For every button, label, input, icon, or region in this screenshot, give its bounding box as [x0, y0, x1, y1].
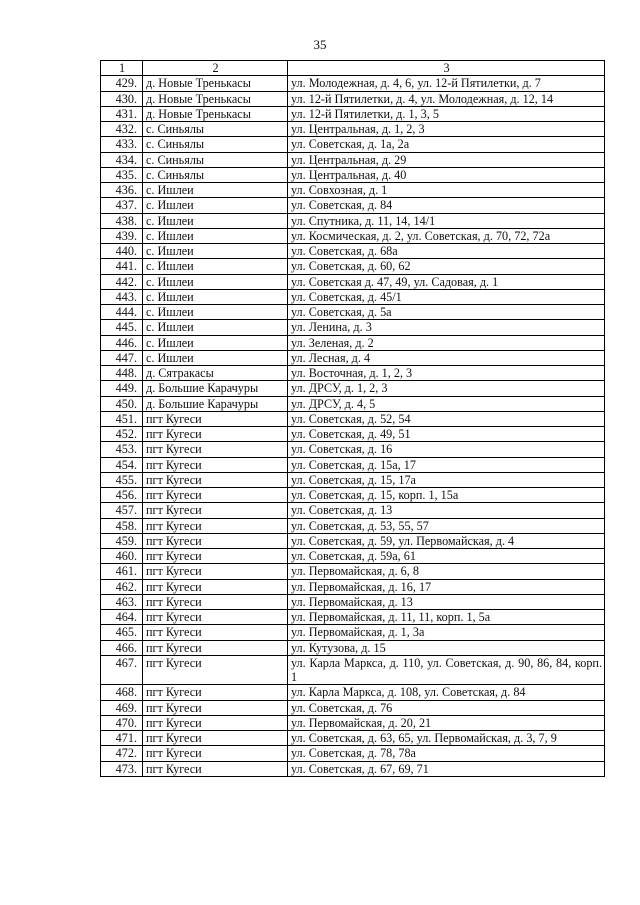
address-cell: ул. Советская, д. 5а	[288, 305, 605, 320]
locality-cell: пгт Кугеси	[143, 625, 288, 640]
address-cell: ул. Советская, д. 15а, 17	[288, 457, 605, 472]
table-row	[101, 518, 605, 533]
locality-cell: пгт Кугеси	[143, 700, 288, 715]
address-cell: ул. Советская, д. 76	[288, 700, 605, 715]
locality-cell: д. Большие Карачуры	[143, 381, 288, 396]
table-row	[101, 167, 605, 182]
row-number: 459.	[101, 533, 143, 548]
table-row	[101, 396, 605, 411]
locality-cell: пгт Кугеси	[143, 761, 288, 776]
locality-cell: пгт Кугеси	[143, 533, 288, 548]
address-cell: ул. Советская, д. 13	[288, 503, 605, 518]
locality-cell: с. Ишлеи	[143, 320, 288, 335]
row-number: 457.	[101, 503, 143, 518]
address-cell: ул. Советская, д. 84	[288, 198, 605, 213]
table-row	[101, 761, 605, 776]
row-number: 454.	[101, 457, 143, 472]
locality-cell: с. Ишлеи	[143, 228, 288, 243]
row-number: 467.	[101, 655, 143, 685]
address-cell: ул. 12-й Пятилетки, д. 1, 3, 5	[288, 106, 605, 121]
address-cell: ул. Молодежная, д. 4, 6, ул. 12-й Пятилетки, д. 7	[288, 76, 605, 91]
address-cell: ул. Советская, д. 60, 62	[288, 259, 605, 274]
locality-cell: с. Ишлеи	[143, 244, 288, 259]
address-cell: ул. Первомайская, д. 6, 8	[288, 564, 605, 579]
locality-cell: пгт Кугеси	[143, 549, 288, 564]
row-number: 435.	[101, 167, 143, 182]
row-number: 437.	[101, 198, 143, 213]
address-cell: ул. Восточная, д. 1, 2, 3	[288, 366, 605, 381]
table-row	[101, 610, 605, 625]
address-cell: ул. Первомайская, д. 13	[288, 594, 605, 609]
page-number: 35	[313, 37, 327, 52]
address-cell: ул. Советская, д. 49, 51	[288, 427, 605, 442]
table-row	[101, 305, 605, 320]
row-number: 442.	[101, 274, 143, 289]
address-cell: ул. Советская, д. 16	[288, 442, 605, 457]
table-row	[101, 594, 605, 609]
address-cell: ул. Советская, д. 59, ул. Первомайская, д. 4	[288, 533, 605, 548]
table-row	[101, 549, 605, 564]
header-row	[101, 61, 605, 76]
address-cell: ул. Центральная, д. 40	[288, 167, 605, 182]
address-cell: ул. Первомайская, д. 1, 3а	[288, 625, 605, 640]
row-number: 463.	[101, 594, 143, 609]
table-row	[101, 427, 605, 442]
table-row	[101, 228, 605, 243]
table-row	[101, 366, 605, 381]
address-cell: ул. Совхозная, д. 1	[288, 183, 605, 198]
table-row	[101, 700, 605, 715]
row-number: 443.	[101, 289, 143, 304]
row-number: 429.	[101, 76, 143, 91]
address-cell: ул. Советская, д. 78, 78а	[288, 746, 605, 761]
address-cell: ул. Советская д. 47, 49, ул. Садовая, д. 1	[288, 274, 605, 289]
table-row	[101, 244, 605, 259]
address-cell: ул. Зеленая, д. 2	[288, 335, 605, 350]
locality-cell: с. Ишлеи	[143, 274, 288, 289]
address-cell: ул. Советская, д. 15, 17а	[288, 472, 605, 487]
address-cell: ул. Центральная, д. 29	[288, 152, 605, 167]
table-body	[101, 76, 605, 777]
table-row	[101, 411, 605, 426]
address-cell: ул. Спутника, д. 11, 14, 14/1	[288, 213, 605, 228]
row-number: 436.	[101, 183, 143, 198]
locality-cell: пгт Кугеси	[143, 746, 288, 761]
row-number: 461.	[101, 564, 143, 579]
row-number: 445.	[101, 320, 143, 335]
address-cell: ул. Первомайская, д. 11, 11, корп. 1, 5а	[288, 610, 605, 625]
table-row	[101, 457, 605, 472]
locality-cell: пгт Кугеси	[143, 731, 288, 746]
table-row	[101, 640, 605, 655]
table-row	[101, 76, 605, 91]
locality-cell: пгт Кугеси	[143, 640, 288, 655]
table-row	[101, 472, 605, 487]
table-row	[101, 198, 605, 213]
locality-cell: пгт Кугеси	[143, 715, 288, 730]
row-number: 449.	[101, 381, 143, 396]
table-row	[101, 488, 605, 503]
address-cell: ул. Первомайская, д. 20, 21	[288, 715, 605, 730]
row-number: 469.	[101, 700, 143, 715]
locality-cell: пгт Кугеси	[143, 472, 288, 487]
locality-cell: пгт Кугеси	[143, 411, 288, 426]
row-number: 458.	[101, 518, 143, 533]
address-cell: ул. Ленина, д. 3	[288, 320, 605, 335]
address-cell: ул. Карла Маркса, д. 110, ул. Советская, д. 90, 86, 84, корп. 1	[288, 655, 605, 685]
row-number: 440.	[101, 244, 143, 259]
row-number: 468.	[101, 685, 143, 700]
address-cell: ул. Советская, д. 53, 55, 57	[288, 518, 605, 533]
row-number: 471.	[101, 731, 143, 746]
table-row	[101, 91, 605, 106]
locality-cell: с. Ишлеи	[143, 183, 288, 198]
row-number: 470.	[101, 715, 143, 730]
row-number: 433.	[101, 137, 143, 152]
locality-cell: пгт Кугеси	[143, 427, 288, 442]
locality-cell: д. Новые Тренькасы	[143, 76, 288, 91]
locality-cell: с. Синьялы	[143, 167, 288, 182]
table-row	[101, 122, 605, 137]
locality-cell: пгт Кугеси	[143, 685, 288, 700]
row-number: 450.	[101, 396, 143, 411]
locality-cell: пгт Кугеси	[143, 457, 288, 472]
address-cell: ул. 12-й Пятилетки, д. 4, ул. Молодежная, д. 12, 14	[288, 91, 605, 106]
table-row	[101, 274, 605, 289]
row-number: 444.	[101, 305, 143, 320]
row-number: 460.	[101, 549, 143, 564]
row-number: 453.	[101, 442, 143, 457]
row-number: 452.	[101, 427, 143, 442]
row-number: 438.	[101, 213, 143, 228]
address-cell: ул. ДРСУ, д. 4, 5	[288, 396, 605, 411]
address-cell: ул. Карла Маркса, д. 108, ул. Советская, д. 84	[288, 685, 605, 700]
address-cell: ул. Советская, д. 52, 54	[288, 411, 605, 426]
table-row	[101, 503, 605, 518]
locality-cell: с. Синьялы	[143, 137, 288, 152]
table-row	[101, 715, 605, 730]
locality-cell: с. Ишлеи	[143, 289, 288, 304]
locality-cell: с. Синьялы	[143, 122, 288, 137]
table-row	[101, 381, 605, 396]
row-number: 441.	[101, 259, 143, 274]
address-cell: ул. Кутузова, д. 15	[288, 640, 605, 655]
address-cell: ул. Советская, д. 68а	[288, 244, 605, 259]
row-number: 455.	[101, 472, 143, 487]
table-row	[101, 259, 605, 274]
row-number: 431.	[101, 106, 143, 121]
address-cell: ул. ДРСУ, д. 1, 2, 3	[288, 381, 605, 396]
table-row	[101, 533, 605, 548]
column-header-locality: 2	[143, 61, 288, 76]
table-row	[101, 442, 605, 457]
table-header	[101, 61, 605, 76]
table-row	[101, 335, 605, 350]
address-table	[100, 60, 605, 777]
table-row	[101, 579, 605, 594]
locality-cell: пгт Кугеси	[143, 579, 288, 594]
locality-cell: д. Сятракасы	[143, 366, 288, 381]
locality-cell: пгт Кугеси	[143, 442, 288, 457]
address-cell: ул. Лесная, д. 4	[288, 350, 605, 365]
column-header-address: 3	[288, 61, 605, 76]
row-number: 466.	[101, 640, 143, 655]
locality-cell: с. Ишлеи	[143, 305, 288, 320]
row-number: 465.	[101, 625, 143, 640]
locality-cell: пгт Кугеси	[143, 564, 288, 579]
row-number: 446.	[101, 335, 143, 350]
address-cell: ул. Советская, д. 15, корп. 1, 15а	[288, 488, 605, 503]
row-number: 472.	[101, 746, 143, 761]
locality-cell: пгт Кугеси	[143, 518, 288, 533]
locality-cell: д. Большие Карачуры	[143, 396, 288, 411]
table-row	[101, 152, 605, 167]
table-row	[101, 183, 605, 198]
table-row	[101, 746, 605, 761]
column-header-number: 1	[101, 61, 143, 76]
table-row	[101, 289, 605, 304]
locality-cell: с. Ишлеи	[143, 213, 288, 228]
address-cell: ул. Первомайская, д. 16, 17	[288, 579, 605, 594]
address-cell: ул. Советская, д. 59а, 61	[288, 549, 605, 564]
locality-cell: с. Синьялы	[143, 152, 288, 167]
locality-cell: с. Ишлеи	[143, 259, 288, 274]
locality-cell: д. Новые Тренькасы	[143, 91, 288, 106]
locality-cell: пгт Кугеси	[143, 503, 288, 518]
address-cell: ул. Центральная, д. 1, 2, 3	[288, 122, 605, 137]
row-number: 451.	[101, 411, 143, 426]
row-number: 448.	[101, 366, 143, 381]
table-row	[101, 350, 605, 365]
address-cell: ул. Советская, д. 63, 65, ул. Первомайская, д. 3, 7, 9	[288, 731, 605, 746]
address-cell: ул. Советская, д. 45/1	[288, 289, 605, 304]
locality-cell: пгт Кугеси	[143, 610, 288, 625]
table-row	[101, 106, 605, 121]
table-row	[101, 731, 605, 746]
address-cell: ул. Советская, д. 1а, 2а	[288, 137, 605, 152]
locality-cell: д. Новые Тренькасы	[143, 106, 288, 121]
locality-cell: пгт Кугеси	[143, 488, 288, 503]
table-row	[101, 655, 605, 685]
table-row	[101, 213, 605, 228]
locality-cell: пгт Кугеси	[143, 594, 288, 609]
row-number: 432.	[101, 122, 143, 137]
address-cell: ул. Космическая, д. 2, ул. Советская, д. 70, 72, 72а	[288, 228, 605, 243]
row-number: 430.	[101, 91, 143, 106]
locality-cell: с. Ишлеи	[143, 335, 288, 350]
locality-cell: с. Ишлеи	[143, 350, 288, 365]
table-row	[101, 625, 605, 640]
table-row	[101, 564, 605, 579]
row-number: 456.	[101, 488, 143, 503]
table-row	[101, 685, 605, 700]
locality-cell: пгт Кугеси	[143, 655, 288, 685]
table-row	[101, 320, 605, 335]
locality-cell: с. Ишлеи	[143, 198, 288, 213]
row-number: 464.	[101, 610, 143, 625]
row-number: 439.	[101, 228, 143, 243]
row-number: 462.	[101, 579, 143, 594]
row-number: 473.	[101, 761, 143, 776]
row-number: 447.	[101, 350, 143, 365]
table-row	[101, 137, 605, 152]
address-cell: ул. Советская, д. 67, 69, 71	[288, 761, 605, 776]
row-number: 434.	[101, 152, 143, 167]
